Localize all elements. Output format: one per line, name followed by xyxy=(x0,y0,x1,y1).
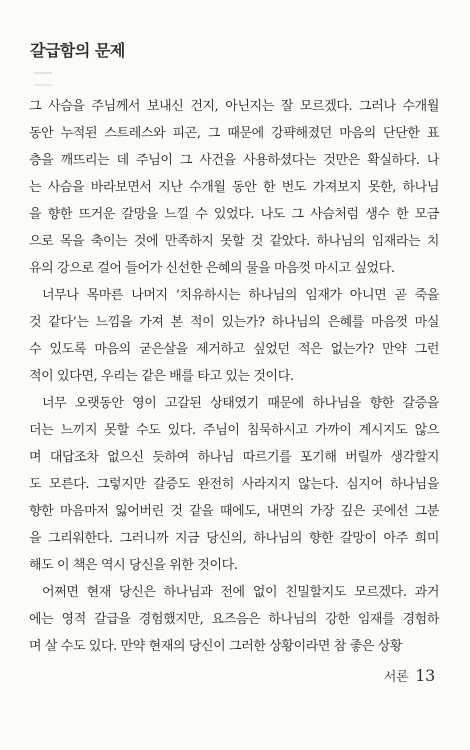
paragraph-3 xyxy=(29,390,439,579)
text-line: 너무나 목마른 나머지 ‘치유하시는 하나님의 임재가 아니면 곧 죽을 xyxy=(42,288,439,303)
text-line: 적이 있다면, 우리는 같은 배를 타고 있는 것이다. xyxy=(29,369,294,384)
text-line: 어쩌면 현재 당신은 하나님과 전에 없이 친밀할지도 모르겠다. 과거 xyxy=(42,585,439,600)
text-line: 더는 느끼지 못할 수도 있다. 주님이 침묵하시고 가까이 계시지도 않으 xyxy=(29,423,439,438)
text-line: 것 같다’는 느낌을 가져 본 적이 있는가? 하나님의 은혜를 마음껏 마실 xyxy=(29,315,439,330)
text-line: 그 사슴을 주님께서 보내신 건지, 아닌지는 잘 모르겠다. 그러나 수개월 xyxy=(29,99,439,114)
text-line: 으로 목을 축이는 것에 만족하지 못할 것 같았다. 하나님의 임재라는 치 xyxy=(29,234,439,249)
text-line: 는 사슴을 바라보면서 지난 수개월 동안 한 번도 가져보지 못한, 하나님 xyxy=(29,180,439,195)
text-line: 을 그리워한다. 그러니까 지금 당신의, 하나님의 향한 갈망이 아주 희미 xyxy=(29,531,439,546)
text-line: 향한 마음마저 잃어버린 것 같을 때에도, 내면의 가장 깊은 곳에선 그분 xyxy=(29,504,439,519)
paragraph-1 xyxy=(29,93,439,282)
text-line: 도 모른다. 그렇지만 갈증도 완전히 사라지지 않는다. 심지어 하나님을 xyxy=(29,477,439,492)
footer-section-label: 서론 xyxy=(383,670,409,685)
page-number: 13 xyxy=(415,666,435,685)
text-line: 수 있도록 마음의 굳은살을 제거하고 싶었던 적은 없는가? 만약 그런 xyxy=(29,342,439,357)
text-line: 며 대답조차 없으신 듯하여 하나님 따르기를 포기해 버릴까 생각할지 xyxy=(29,450,439,465)
text-line: 을 향한 뜨거운 갈망을 느낄 수 있었다. 나도 그 사슴처럼 생수 한 모금 xyxy=(29,207,439,222)
text-line: 동안 누적된 스트레스와 피곤, 그 때문에 강퍅해졌던 마음의 단단한 표 xyxy=(29,126,439,141)
page-title: 갈급함의 문제 xyxy=(30,41,125,60)
text-line: 층을 깨뜨리는 데 주님이 그 사건을 사용하셨다는 것만은 확실하다. 나 xyxy=(29,153,439,168)
paragraph-4 xyxy=(29,579,439,660)
text-line: 해도 이 책은 역시 당신을 위한 것이다. xyxy=(29,558,238,573)
text-line: 유의 강으로 걸어 들어가 신선한 은혜의 물을 마음껏 마시고 싶었다. xyxy=(29,261,395,276)
page-footer xyxy=(384,666,435,685)
text-line: 너무 오랫동안 영이 고갈된 상태였기 때문에 하나님을 향한 갈증을 xyxy=(42,396,439,411)
text-line: 며 살 수도 있다. 만약 현재의 당신이 그러한 상황이라면 참 좋은 상황 xyxy=(29,639,403,654)
paragraph-2 xyxy=(29,282,439,390)
text-line: 에는 영적 갈급을 경험했지만, 요즈음은 하나님의 강한 임재를 경험하 xyxy=(29,612,439,627)
bleed-through-mark xyxy=(34,72,52,86)
body-text xyxy=(29,93,439,660)
